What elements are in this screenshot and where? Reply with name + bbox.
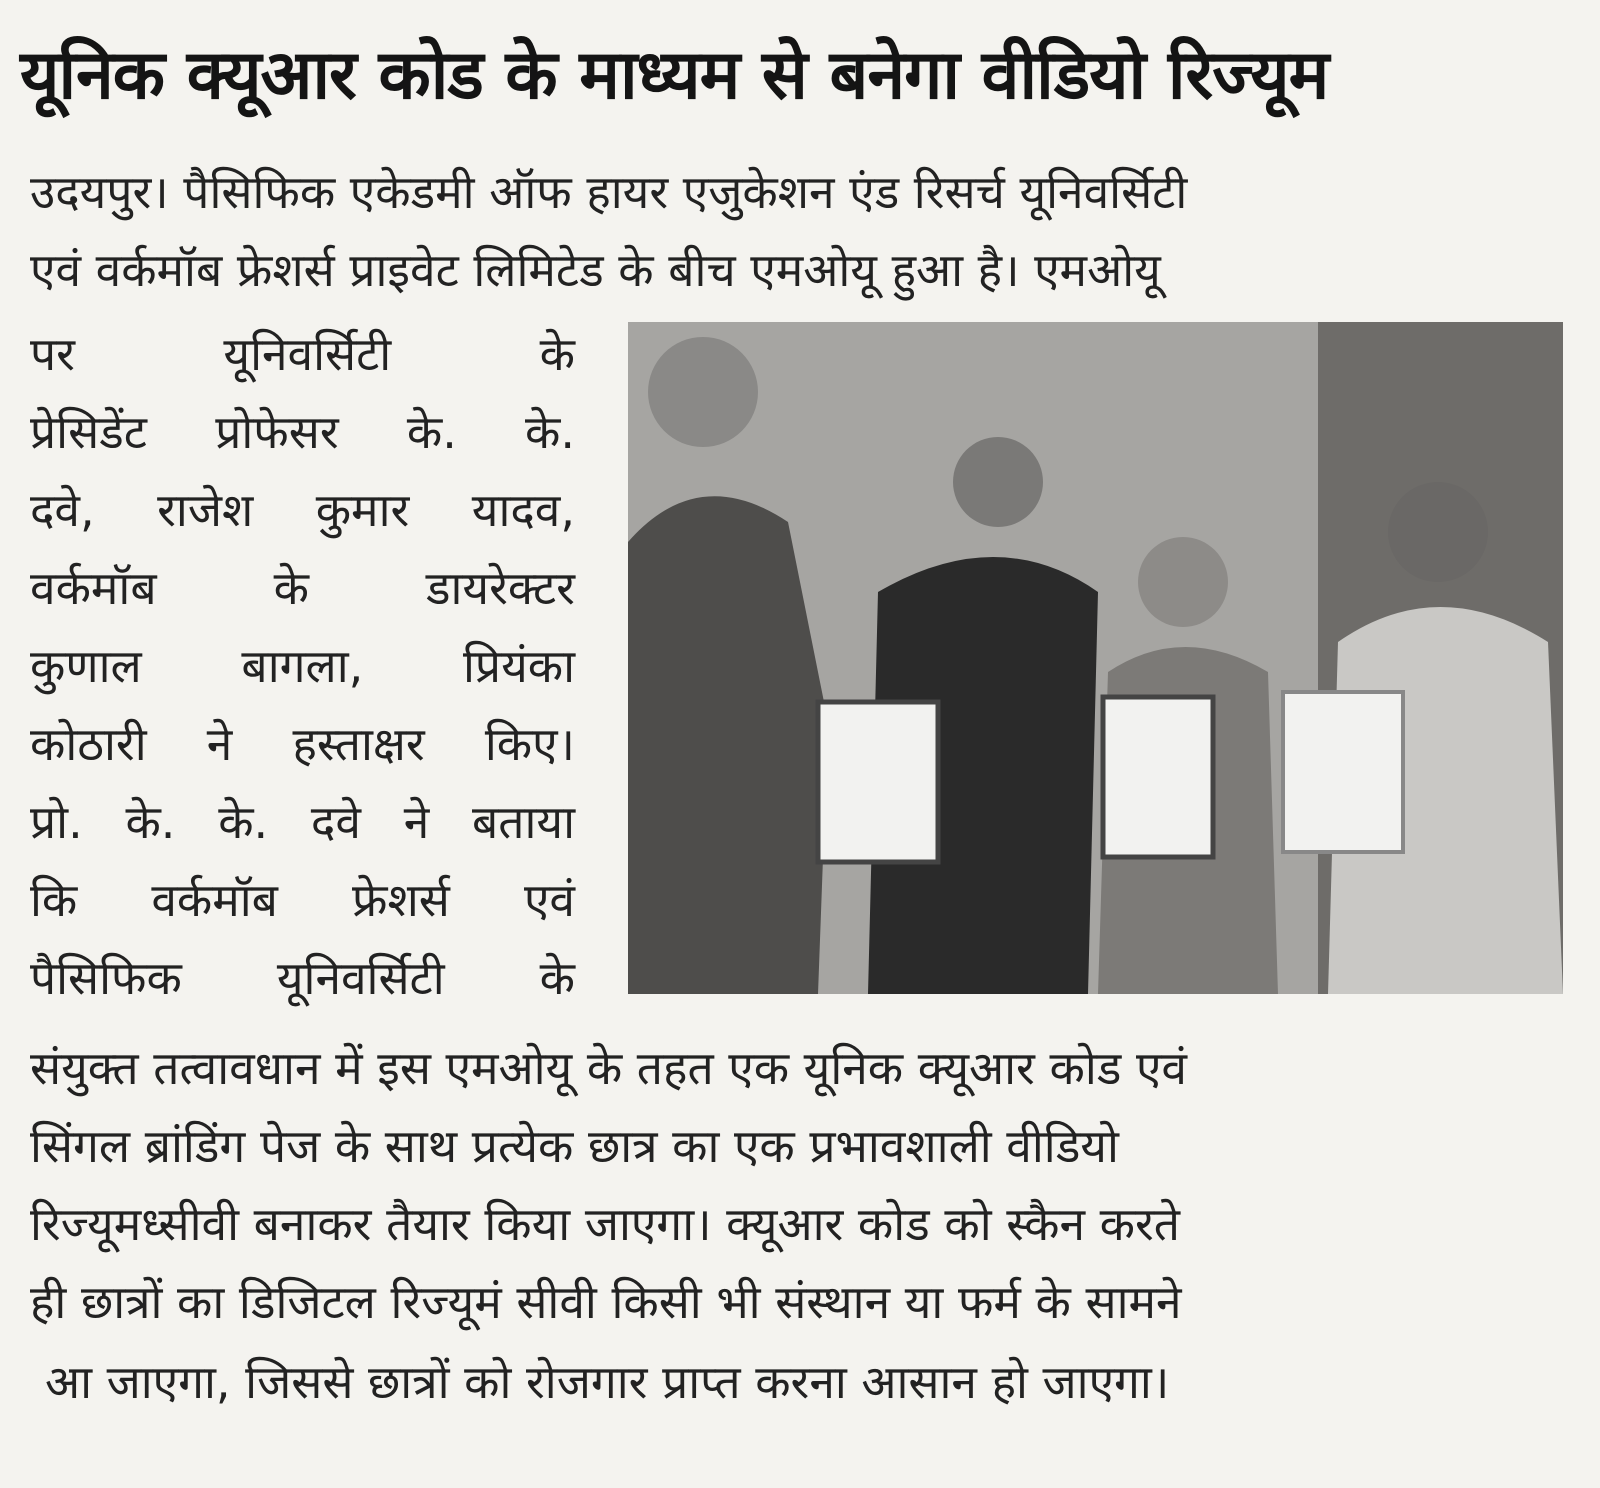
column-line: प्रेसिडेंट प्रोफेसर के. के. [30, 405, 575, 459]
column-line: पर यूनिवर्सिटी के [30, 327, 575, 381]
column-line: वर्कमॉब के डायरेक्टर [30, 561, 575, 615]
closing-line: संयुक्त तत्वावधान में इस एमओयू के तहत एक यूनिक क्यूआर कोड एवं [30, 1041, 1187, 1095]
column-line: कि वर्कमॉब फ्रेशर्स एवं [30, 873, 575, 927]
column-line: दवे, राजेश कुमार यादव, [30, 483, 575, 537]
intro-line: एवं वर्कमॉब फ्रेशर्स प्राइवेट लिमिटेड के बीच एमओयू हुआ है। एमओयू [30, 243, 1161, 297]
column-line: पैसिफिक यूनिवर्सिटी के [30, 951, 575, 1005]
closing-line: ही छात्रों का डिजिटल रिज्यूमं सीवी किसी भी संस्थान या फर्म के सामने [30, 1275, 1182, 1329]
column-line: प्रो. के. के. दवे ने बताया [30, 795, 575, 849]
closing-line: रिज्यूमध्सीवी बनाकर तैयार किया जाएगा। क्यूआर कोड को स्कैन करते [30, 1197, 1180, 1251]
closing-line: आ जाएगा, जिससे छात्रों को रोजगार प्राप्त करना आसान हो जाएगा। [45, 1355, 1170, 1409]
closing-line: सिंगल ब्रांडिंग पेज के साथ प्रत्येक छात्र का एक प्रभावशाली वीडियो [30, 1119, 1119, 1173]
column-line: कोठारी ने हस्ताक्षर किए। [30, 717, 575, 771]
mou-signing-photo [628, 322, 1563, 994]
headline: यूनिक क्यूआर कोड के माध्यम से बनेगा वीडियो रिज्यूम [20, 36, 1329, 115]
intro-line: उदयपुर। पैसिफिक एकेडमी ऑफ हायर एजुकेशन एंड रिसर्च यूनिवर्सिटी [30, 165, 1188, 219]
column-line: कुणाल बागला, प्रियंका [30, 639, 575, 693]
